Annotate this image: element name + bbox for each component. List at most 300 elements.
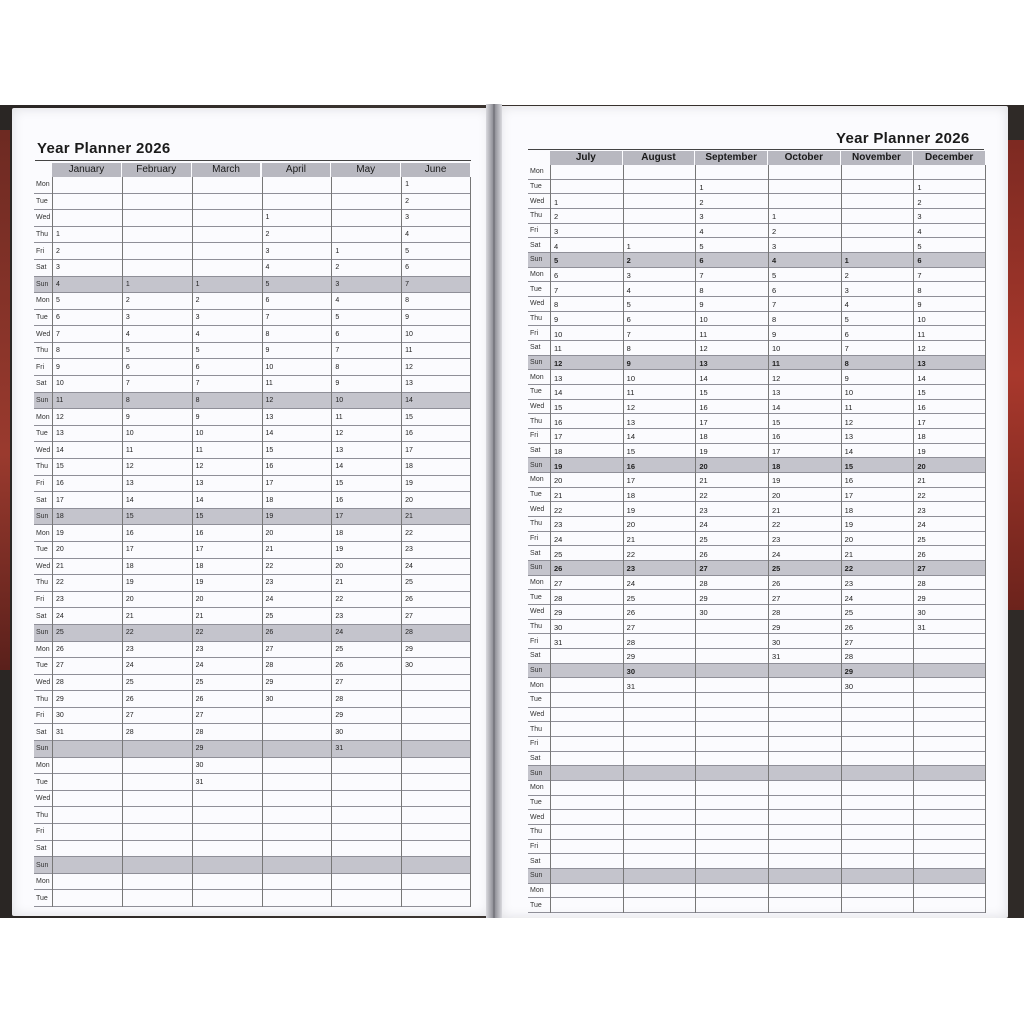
date-number[interactable]: 26	[554, 564, 563, 574]
date-number[interactable]: 29	[772, 623, 781, 632]
date-number[interactable]: 8	[699, 285, 704, 295]
date-number[interactable]: 12	[56, 413, 64, 421]
date-number[interactable]: 2	[56, 247, 60, 255]
date-number[interactable]: 11	[554, 344, 562, 354]
date-number[interactable]: 26	[195, 695, 204, 703]
date-number[interactable]: 9	[335, 380, 340, 388]
date-number[interactable]: 20	[699, 461, 708, 471]
date-number[interactable]: 3	[125, 314, 130, 322]
date-number[interactable]: 11	[125, 446, 134, 454]
date-number[interactable]: 30	[405, 662, 413, 670]
date-number[interactable]: 23	[405, 546, 413, 554]
date-number[interactable]: 6	[195, 363, 200, 371]
date-number[interactable]: 30	[335, 728, 344, 736]
date-number[interactable]: 7	[844, 344, 849, 354]
date-number[interactable]: 18	[195, 562, 204, 570]
date-number[interactable]: 27	[844, 637, 853, 647]
date-number[interactable]: 21	[56, 562, 64, 570]
date-number[interactable]: 20	[265, 529, 274, 537]
date-number[interactable]: 8	[195, 396, 200, 404]
date-number[interactable]: 19	[265, 513, 274, 521]
date-number[interactable]: 13	[917, 359, 926, 368]
date-number[interactable]: 20	[844, 535, 853, 544]
date-number[interactable]: 13	[626, 417, 635, 427]
date-number[interactable]: 3	[56, 264, 60, 272]
date-number[interactable]: 27	[699, 564, 708, 574]
date-number[interactable]: 23	[917, 505, 926, 515]
date-number[interactable]: 12	[335, 430, 344, 438]
date-number[interactable]: 28	[125, 728, 134, 736]
date-number[interactable]: 2	[917, 197, 922, 207]
date-number[interactable]: 30	[699, 608, 708, 618]
date-number[interactable]: 17	[56, 496, 64, 504]
date-number[interactable]: 26	[335, 662, 344, 670]
date-number[interactable]: 19	[844, 520, 853, 530]
date-number[interactable]: 21	[844, 549, 853, 559]
date-number[interactable]: 18	[335, 529, 344, 537]
date-number[interactable]: 17	[844, 491, 853, 500]
date-number[interactable]: 31	[335, 745, 344, 753]
date-number[interactable]: 2	[772, 227, 777, 236]
date-number[interactable]: 22	[554, 505, 563, 515]
date-number[interactable]: 19	[125, 579, 134, 587]
date-number[interactable]: 25	[405, 579, 413, 587]
date-number[interactable]: 20	[195, 596, 204, 604]
date-number[interactable]: 4	[405, 231, 410, 239]
date-number[interactable]: 23	[56, 596, 64, 604]
date-number[interactable]: 10	[335, 396, 344, 404]
date-number[interactable]: 15	[405, 413, 413, 421]
date-number[interactable]: 21	[699, 476, 708, 486]
date-number[interactable]: 29	[554, 608, 563, 618]
date-number[interactable]: 10	[554, 329, 563, 339]
date-number[interactable]: 24	[56, 612, 64, 620]
date-number[interactable]: 11	[917, 329, 926, 339]
date-number[interactable]: 13	[699, 359, 708, 368]
date-number[interactable]: 3	[335, 280, 340, 288]
date-number[interactable]: 18	[554, 447, 563, 456]
date-number[interactable]: 19	[917, 447, 926, 456]
date-number[interactable]: 17	[195, 546, 204, 554]
date-number[interactable]: 15	[917, 388, 926, 398]
date-number[interactable]: 10	[844, 388, 853, 398]
date-number[interactable]: 5	[195, 347, 200, 355]
date-number[interactable]: 10	[56, 380, 64, 388]
date-number[interactable]: 1	[405, 181, 410, 189]
date-number[interactable]: 24	[195, 662, 204, 670]
date-number[interactable]: 16	[265, 463, 274, 471]
date-number[interactable]: 14	[699, 373, 708, 383]
date-number[interactable]: 29	[56, 695, 64, 703]
date-number[interactable]: 6	[56, 314, 60, 322]
date-number[interactable]: 2	[554, 212, 559, 222]
date-number[interactable]: 1	[56, 231, 60, 239]
date-number[interactable]: 23	[335, 612, 344, 620]
date-number[interactable]: 1	[554, 197, 559, 207]
date-number[interactable]: 24	[125, 662, 134, 670]
date-number[interactable]: 1	[844, 256, 849, 266]
date-number[interactable]: 1	[772, 212, 777, 222]
date-number[interactable]: 14	[626, 432, 635, 442]
date-number[interactable]: 14	[56, 446, 64, 454]
date-number[interactable]: 9	[844, 373, 849, 383]
date-number[interactable]: 21	[335, 579, 344, 587]
date-number[interactable]: 8	[56, 347, 60, 355]
date-number[interactable]: 14	[265, 430, 274, 438]
date-number[interactable]: 22	[844, 564, 853, 574]
date-number[interactable]: 4	[125, 330, 130, 338]
date-number[interactable]: 5	[626, 300, 631, 310]
date-number[interactable]: 6	[844, 329, 849, 339]
date-number[interactable]: 31	[917, 623, 926, 632]
date-number[interactable]: 2	[844, 271, 849, 280]
date-number[interactable]: 15	[772, 417, 781, 427]
date-number[interactable]: 12	[405, 363, 413, 371]
date-number[interactable]: 30	[554, 623, 563, 632]
date-number[interactable]: 28	[699, 579, 708, 588]
date-number[interactable]: 5	[917, 241, 922, 251]
date-number[interactable]: 19	[554, 461, 563, 471]
date-number[interactable]: 11	[405, 347, 413, 355]
date-number[interactable]: 22	[917, 491, 926, 500]
date-number[interactable]: 26	[265, 629, 274, 637]
date-number[interactable]: 4	[917, 227, 922, 236]
date-number[interactable]: 1	[626, 241, 631, 251]
date-number[interactable]: 1	[699, 183, 704, 192]
date-number[interactable]: 9	[56, 363, 60, 371]
date-number[interactable]: 10	[265, 363, 274, 371]
date-number[interactable]: 12	[772, 373, 781, 383]
date-number[interactable]: 10	[626, 373, 635, 383]
date-number[interactable]: 16	[699, 403, 708, 412]
date-number[interactable]: 24	[772, 549, 781, 559]
date-number[interactable]: 5	[772, 271, 777, 280]
date-number[interactable]: 7	[195, 380, 200, 388]
date-number[interactable]: 28	[265, 662, 274, 670]
date-number[interactable]: 18	[265, 496, 274, 504]
date-number[interactable]: 21	[917, 476, 926, 486]
date-number[interactable]: 12	[554, 359, 563, 368]
date-number[interactable]: 8	[917, 285, 922, 295]
date-number[interactable]: 19	[626, 505, 635, 515]
date-number[interactable]: 13	[405, 380, 413, 388]
date-number[interactable]: 19	[195, 579, 204, 587]
date-number[interactable]: 7	[125, 380, 130, 388]
date-number[interactable]: 2	[265, 231, 270, 239]
date-number[interactable]: 19	[335, 546, 344, 554]
date-number[interactable]: 25	[195, 679, 204, 687]
date-number[interactable]: 17	[626, 476, 635, 486]
date-number[interactable]: 15	[554, 403, 563, 412]
date-number[interactable]: 24	[335, 629, 344, 637]
date-number[interactable]: 20	[772, 491, 781, 500]
date-number[interactable]: 5	[554, 256, 559, 266]
date-number[interactable]: 19	[772, 476, 781, 486]
date-number[interactable]: 3	[405, 214, 410, 222]
date-number[interactable]: 12	[917, 344, 926, 354]
date-number[interactable]: 25	[335, 645, 344, 653]
date-number[interactable]: 6	[554, 271, 559, 280]
date-number[interactable]: 26	[699, 549, 708, 559]
date-number[interactable]: 20	[405, 496, 413, 504]
date-number[interactable]: 16	[917, 403, 926, 412]
date-number[interactable]: 6	[265, 297, 270, 305]
date-number[interactable]: 25	[699, 535, 708, 544]
date-number[interactable]: 5	[405, 247, 410, 255]
date-number[interactable]: 27	[554, 579, 563, 588]
date-number[interactable]: 16	[335, 496, 344, 504]
date-number[interactable]: 20	[56, 546, 64, 554]
date-number[interactable]: 18	[917, 432, 926, 442]
date-number[interactable]: 5	[335, 314, 340, 322]
date-number[interactable]: 11	[626, 388, 635, 398]
date-number[interactable]: 9	[554, 315, 559, 324]
date-number[interactable]: 20	[125, 596, 134, 604]
date-number[interactable]: 8	[265, 330, 270, 338]
date-number[interactable]: 27	[195, 712, 204, 720]
date-number[interactable]: 17	[699, 417, 708, 427]
date-number[interactable]: 26	[56, 645, 64, 653]
date-number[interactable]: 27	[626, 623, 635, 632]
date-number[interactable]: 11	[772, 359, 780, 368]
date-number[interactable]: 18	[56, 513, 64, 521]
date-number[interactable]: 4	[195, 330, 200, 338]
date-number[interactable]: 22	[195, 629, 204, 637]
date-number[interactable]: 17	[772, 447, 781, 456]
date-number[interactable]: 15	[125, 513, 134, 521]
date-number[interactable]: 8	[772, 315, 777, 324]
date-number[interactable]: 11	[335, 413, 343, 421]
date-number[interactable]: 28	[917, 579, 926, 588]
date-number[interactable]: 4	[265, 264, 270, 272]
date-number[interactable]: 11	[844, 403, 853, 412]
date-number[interactable]: 25	[772, 564, 781, 574]
date-number[interactable]: 28	[554, 593, 563, 603]
date-number[interactable]: 7	[699, 271, 704, 280]
date-number[interactable]: 12	[195, 463, 204, 471]
date-number[interactable]: 17	[335, 513, 344, 521]
date-number[interactable]: 27	[917, 564, 926, 574]
date-number[interactable]: 8	[335, 363, 340, 371]
date-number[interactable]: 27	[335, 679, 344, 687]
date-number[interactable]: 7	[917, 271, 922, 280]
date-number[interactable]: 23	[125, 645, 134, 653]
date-number[interactable]: 3	[265, 247, 270, 255]
date-number[interactable]: 18	[405, 463, 413, 471]
date-number[interactable]: 6	[917, 256, 922, 266]
date-number[interactable]: 16	[125, 529, 134, 537]
date-number[interactable]: 27	[405, 612, 413, 620]
date-number[interactable]: 19	[56, 529, 64, 537]
date-number[interactable]: 28	[772, 608, 781, 618]
date-number[interactable]: 30	[56, 712, 64, 720]
date-number[interactable]: 28	[405, 629, 413, 637]
date-number[interactable]: 22	[405, 529, 413, 537]
date-number[interactable]: 23	[265, 579, 274, 587]
date-number[interactable]: 27	[125, 712, 134, 720]
date-number[interactable]: 6	[699, 256, 704, 266]
date-number[interactable]: 30	[195, 761, 204, 769]
date-number[interactable]: 7	[265, 314, 270, 322]
date-number[interactable]: 15	[195, 513, 204, 521]
date-number[interactable]: 6	[772, 285, 777, 295]
date-number[interactable]: 7	[405, 280, 410, 288]
date-number[interactable]: 14	[405, 396, 413, 404]
date-number[interactable]: 18	[125, 562, 134, 570]
date-number[interactable]: 6	[626, 315, 631, 324]
date-number[interactable]: 14	[917, 373, 926, 383]
date-number[interactable]: 29	[699, 593, 708, 603]
date-number[interactable]: 9	[265, 347, 270, 355]
date-number[interactable]: 1	[125, 280, 130, 288]
date-number[interactable]: 5	[699, 241, 704, 251]
date-number[interactable]: 24	[917, 520, 926, 530]
date-number[interactable]: 24	[844, 593, 853, 603]
date-number[interactable]: 21	[195, 612, 204, 620]
date-number[interactable]: 2	[405, 197, 410, 205]
date-number[interactable]: 10	[405, 330, 413, 338]
date-number[interactable]: 18	[844, 505, 853, 515]
date-number[interactable]: 26	[917, 549, 926, 559]
date-number[interactable]: 6	[405, 264, 410, 272]
date-number[interactable]: 25	[125, 679, 134, 687]
date-number[interactable]: 26	[125, 695, 134, 703]
date-number[interactable]: 7	[56, 330, 60, 338]
date-number[interactable]: 7	[626, 329, 631, 339]
date-number[interactable]: 16	[405, 430, 413, 438]
date-number[interactable]: 25	[917, 535, 926, 544]
date-number[interactable]: 2	[626, 256, 631, 266]
date-number[interactable]: 3	[554, 227, 559, 236]
date-number[interactable]: 3	[699, 212, 704, 222]
date-number[interactable]: 18	[626, 491, 635, 500]
date-number[interactable]: 17	[405, 446, 413, 454]
date-number[interactable]: 31	[626, 681, 635, 691]
date-number[interactable]: 14	[195, 496, 204, 504]
date-number[interactable]: 5	[125, 347, 130, 355]
date-number[interactable]: 26	[844, 623, 853, 632]
date-number[interactable]: 24	[626, 579, 635, 588]
date-number[interactable]: 25	[626, 593, 635, 603]
date-number[interactable]: 23	[699, 505, 708, 515]
date-number[interactable]: 10	[917, 315, 926, 324]
date-number[interactable]: 30	[917, 608, 926, 618]
date-number[interactable]: 12	[265, 396, 274, 404]
date-number[interactable]: 23	[844, 579, 853, 588]
date-number[interactable]: 23	[626, 564, 635, 574]
date-number[interactable]: 18	[699, 432, 708, 442]
date-number[interactable]: 22	[699, 491, 708, 500]
date-number[interactable]: 29	[844, 667, 853, 676]
date-number[interactable]: 18	[772, 461, 781, 471]
date-number[interactable]: 26	[626, 608, 635, 618]
date-number[interactable]: 15	[844, 461, 853, 471]
date-number[interactable]: 16	[772, 432, 781, 442]
date-number[interactable]: 23	[554, 520, 563, 530]
date-number[interactable]: 2	[195, 297, 200, 305]
date-number[interactable]: 31	[56, 728, 64, 736]
date-number[interactable]: 21	[772, 505, 781, 515]
date-number[interactable]: 21	[405, 513, 413, 521]
date-number[interactable]: 13	[125, 479, 134, 487]
date-number[interactable]: 10	[772, 344, 781, 354]
date-number[interactable]: 8	[405, 297, 410, 305]
date-number[interactable]: 2	[335, 264, 340, 272]
date-number[interactable]: 17	[554, 432, 563, 442]
date-number[interactable]: 16	[195, 529, 204, 537]
date-number[interactable]: 25	[554, 549, 563, 559]
date-number[interactable]: 15	[626, 447, 635, 456]
date-number[interactable]: 3	[917, 212, 922, 222]
date-number[interactable]: 17	[917, 417, 926, 427]
date-number[interactable]: 24	[554, 535, 563, 544]
date-number[interactable]: 15	[699, 388, 708, 398]
date-number[interactable]: 30	[844, 681, 853, 691]
date-number[interactable]: 30	[626, 667, 635, 676]
date-number[interactable]: 2	[125, 297, 130, 305]
date-number[interactable]: 5	[844, 315, 849, 324]
date-number[interactable]: 24	[265, 596, 274, 604]
date-number[interactable]: 8	[554, 300, 559, 310]
date-number[interactable]: 9	[772, 329, 777, 339]
date-number[interactable]: 1	[335, 247, 340, 255]
date-number[interactable]: 10	[699, 315, 708, 324]
date-number[interactable]: 28	[335, 695, 344, 703]
date-number[interactable]: 4	[844, 300, 849, 310]
date-number[interactable]: 3	[844, 285, 849, 295]
date-number[interactable]: 22	[335, 596, 344, 604]
date-number[interactable]: 20	[335, 562, 344, 570]
date-number[interactable]: 9	[405, 314, 410, 322]
date-number[interactable]: 23	[195, 645, 204, 653]
date-number[interactable]: 3	[195, 314, 200, 322]
date-number[interactable]: 30	[265, 695, 274, 703]
date-number[interactable]: 25	[844, 608, 853, 618]
date-number[interactable]: 17	[125, 546, 134, 554]
date-number[interactable]: 14	[772, 403, 781, 412]
date-number[interactable]: 13	[335, 446, 344, 454]
date-number[interactable]: 29	[405, 645, 413, 653]
date-number[interactable]: 29	[626, 652, 635, 662]
date-number[interactable]: 31	[772, 652, 781, 662]
date-number[interactable]: 14	[844, 447, 853, 456]
date-number[interactable]: 9	[626, 359, 631, 368]
date-number[interactable]: 12	[844, 417, 853, 427]
date-number[interactable]: 9	[125, 413, 130, 421]
date-number[interactable]: 4	[56, 280, 60, 288]
date-number[interactable]: 29	[265, 679, 274, 687]
date-number[interactable]: 21	[265, 546, 274, 554]
date-number[interactable]: 14	[335, 463, 344, 471]
date-number[interactable]: 5	[265, 280, 270, 288]
date-number[interactable]: 4	[626, 285, 631, 295]
date-number[interactable]: 28	[56, 679, 64, 687]
date-number[interactable]: 27	[56, 662, 64, 670]
date-number[interactable]: 29	[335, 712, 344, 720]
date-number[interactable]: 22	[265, 562, 274, 570]
date-number[interactable]: 8	[626, 344, 631, 354]
date-number[interactable]: 14	[554, 388, 563, 398]
date-number[interactable]: 11	[195, 446, 203, 454]
date-number[interactable]: 21	[554, 491, 563, 500]
date-number[interactable]: 1	[195, 280, 200, 288]
date-number[interactable]: 26	[772, 579, 781, 588]
date-number[interactable]: 6	[335, 330, 340, 338]
date-number[interactable]: 22	[772, 520, 781, 530]
date-number[interactable]: 21	[125, 612, 134, 620]
date-number[interactable]: 7	[772, 300, 777, 310]
date-number[interactable]: 1	[917, 183, 922, 192]
